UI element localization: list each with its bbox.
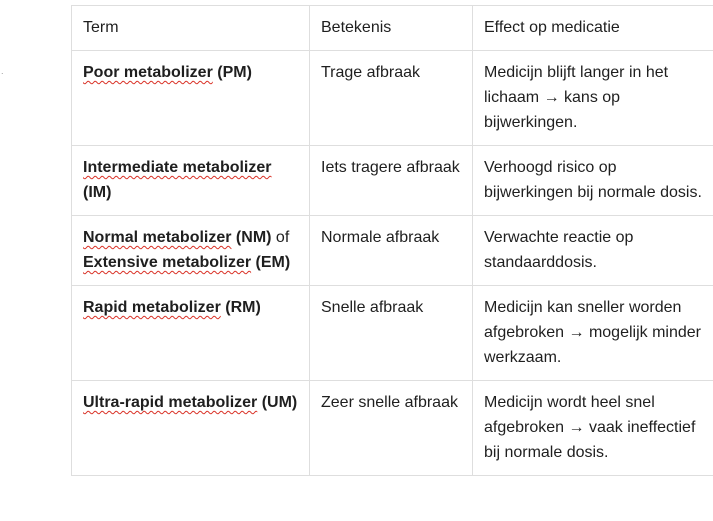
cell-effect[interactable]: Verwachte reactie op standaarddosis. <box>473 216 713 286</box>
term-name-misspelling-flag: Rapid metabolizer <box>83 299 221 316</box>
cell-meaning[interactable]: Zeer snelle afbraak <box>310 381 473 476</box>
term-text: (PM) <box>212 64 252 81</box>
header-term[interactable]: Term <box>72 6 310 51</box>
table-row <box>72 216 713 286</box>
cell-meaning[interactable]: Trage afbraak <box>310 51 473 146</box>
term-name-misspelling-flag: Normal metabolizer <box>83 229 232 246</box>
term-text: (RM) <box>220 299 261 316</box>
table-row <box>72 286 713 381</box>
cell-term[interactable] <box>72 381 310 476</box>
metabolizer-table <box>71 5 713 476</box>
term-text: (EM) <box>251 254 291 271</box>
table-row <box>72 381 713 476</box>
cell-effect[interactable]: Medicijn wordt heel snel afgebroken → vaak ineffectief bij normale dosis. <box>473 381 713 476</box>
term-text: (NM) <box>231 229 272 246</box>
table-header-row <box>72 6 713 51</box>
term-name-misspelling-flag: Ultra-rapid metabolizer <box>83 394 258 411</box>
cell-effect[interactable]: Medicijn blijft langer in het lichaam → kans op bijwerkingen. <box>473 51 713 146</box>
term-text: of <box>271 229 290 246</box>
cell-meaning[interactable]: Iets tragere afbraak <box>310 146 473 216</box>
header-effect[interactable]: Effect op medicatie <box>473 6 713 51</box>
table-body <box>72 51 713 476</box>
term-text: (UM) <box>257 394 298 411</box>
term-name-misspelling-flag: Intermediate metabolizer <box>83 159 272 176</box>
cell-effect[interactable]: Medicijn kan sneller worden afgebroken → mogelijk minder werkzaam. <box>473 286 713 381</box>
margin-mark: . <box>1 66 4 76</box>
cell-effect[interactable]: Verhoogd risico op bijwerkingen bij normale dosis. <box>473 146 713 216</box>
table-row <box>72 51 713 146</box>
cell-term[interactable] <box>72 286 310 381</box>
cell-term[interactable] <box>72 146 310 216</box>
cell-meaning[interactable]: Normale afbraak <box>310 216 473 286</box>
term-name-misspelling-flag: Extensive metabolizer <box>83 254 252 271</box>
term-name-misspelling-flag: Poor metabolizer <box>83 64 213 81</box>
cell-meaning[interactable]: Snelle afbraak <box>310 286 473 381</box>
header-meaning[interactable]: Betekenis <box>310 6 473 51</box>
table-row <box>72 146 713 216</box>
cell-term[interactable] <box>72 216 310 286</box>
cell-term[interactable] <box>72 51 310 146</box>
term-text: (IM) <box>83 184 112 201</box>
